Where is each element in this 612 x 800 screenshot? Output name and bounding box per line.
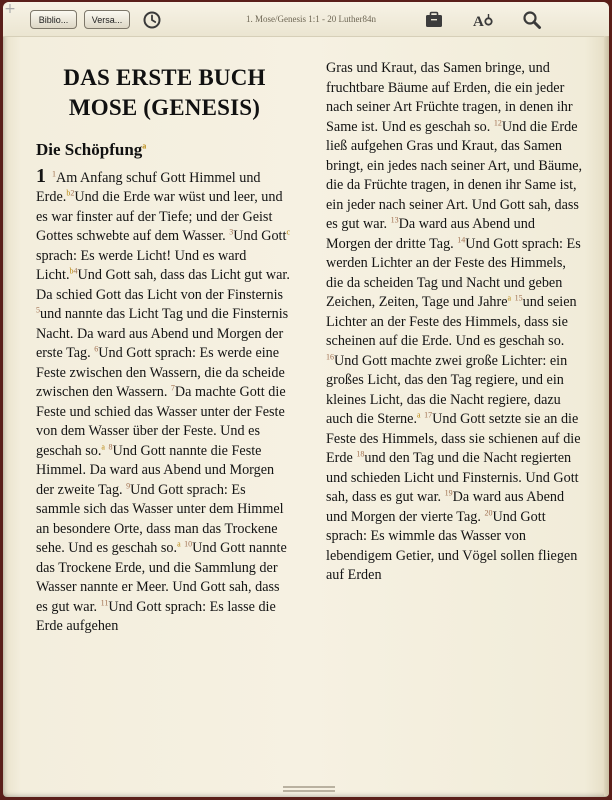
verse-text: Und Gott sprach: Es werde eine Feste zwischen den Wassern, die da scheide zwischen den Wassern. xyxy=(36,345,285,400)
verse-text: Und Gott nannte die Feste Himmel. Da ward aus Abend und Morgen der zweite Tag. xyxy=(36,442,275,498)
verse-number[interactable]: 3 xyxy=(229,227,234,237)
bible-select-button[interactable]: Biblio... xyxy=(30,10,77,29)
verse-number[interactable]: 15 xyxy=(514,293,523,303)
verse-text: Da ward aus Abend und Morgen der vierte Tag. xyxy=(326,489,565,525)
chapter-number: 1 xyxy=(36,164,46,187)
verse-number[interactable]: 11 xyxy=(100,597,109,607)
verse-text: Am Anfang schuf Gott Himmel und Erde. xyxy=(36,169,261,205)
verse-text: Da machte Gott die Feste und schied das Wasser unter der Feste von dem Wasser über der Feste. Und es geschah so. xyxy=(36,384,286,459)
footnote-marker[interactable]: b xyxy=(66,188,71,198)
current-location[interactable]: 1. Mose/Genesis 1:1 - 20 Luther84n xyxy=(246,14,376,24)
version-select-button[interactable]: Versa... xyxy=(84,10,130,29)
section-heading xyxy=(36,140,293,160)
svg-text:A: A xyxy=(473,14,484,30)
verse-number[interactable]: 19 xyxy=(444,488,453,498)
verse-text: Und Gott sprach: Es lasse die Erde aufgehen xyxy=(36,598,276,634)
verse-text: und seien Lichter an der Feste des Himmels, dass sie scheinen auf die Erde. Und es geschah so. xyxy=(326,294,577,349)
history-icon[interactable] xyxy=(141,9,163,31)
verse-text: sprach: Es werde Licht! Und es ward Licht. xyxy=(36,247,247,283)
verse-number[interactable]: 8 xyxy=(108,441,113,451)
verse-text: Und Gott sah, dass das Licht gut war. Da schied Gott das Licht von der Finsternis xyxy=(36,267,290,303)
verse-number[interactable]: 16 xyxy=(326,351,334,361)
chapter-text-right xyxy=(326,59,583,586)
verse-text: Und Gott sprach: Es wimmle das Wasser von lebendigem Getier, und Vögel sollen fliegen auf Erden xyxy=(326,508,578,583)
verse-number[interactable]: 6 xyxy=(94,344,99,354)
footnote-marker[interactable]: a xyxy=(507,293,512,303)
verse-number[interactable]: 1 xyxy=(52,168,56,178)
verse-number[interactable]: 7 xyxy=(170,383,175,393)
verse-number[interactable]: 10 xyxy=(184,539,193,549)
verse-text: Und die Erde war wüst und leer, und es war finster auf der Tiefe; und der Geist Gottes schwebte auf dem Wasser. xyxy=(36,189,283,244)
verse-text: Und die Erde ließ aufgehen Gras und Kraut, das Samen bringt, ein jedes nach seiner Art, und Bäume, die da Früchte tragen, in denen ihr Same ist, ein jeder nach seiner Art. Und Gott sah, dass es gut war. xyxy=(326,118,583,232)
verse-number[interactable]: 18 xyxy=(356,449,365,459)
add-icon[interactable]: + xyxy=(4,2,16,17)
page-edge xyxy=(604,36,609,796)
search-icon[interactable] xyxy=(521,9,543,31)
footnote-marker[interactable]: b xyxy=(69,266,74,276)
verse-text: Und Gott nannte das Trockene Erde, und die Sammlung der Wasser nannte er Meer. Und Gott sah, dass es gut war. xyxy=(36,540,287,615)
left-column xyxy=(33,58,293,637)
footnote-marker[interactable]: c xyxy=(286,227,290,237)
verse-text: Gras und Kraut, das Samen bringe, und fruchtbare Bäume auf Erden, die ein jeder nach seiner Art Früchte tragen, in denen ihr Same ist. Und es geschah so. xyxy=(326,60,573,135)
verse-number[interactable]: 4 xyxy=(73,266,78,276)
verse-text: und den Tag und die Nacht regierten und schieden Licht und Finsternis. Und Gott sah, dass es gut war. xyxy=(326,450,579,505)
verse-text: Und Gott setzte sie an die Feste des Himmels, dass sie schienen auf die Erde xyxy=(326,411,581,466)
chapter-text-left xyxy=(36,164,293,637)
bottom-drag-handle[interactable] xyxy=(283,786,335,792)
footnote-marker[interactable]: a xyxy=(142,141,147,151)
library-icon[interactable] xyxy=(423,9,445,31)
reader-window xyxy=(3,2,609,797)
verse-number[interactable]: 12 xyxy=(493,117,502,127)
section-title: Die Schöpfung xyxy=(36,140,143,159)
verse-text: Und Gott sprach: Es werden Lichter an der Feste des Himmels, die da scheiden Tag und Nacht und geben Zeichen, Zeiten, Tage und Jahre xyxy=(326,235,581,310)
toolbar xyxy=(3,2,609,37)
verse-number[interactable]: 14 xyxy=(457,234,466,244)
verse-text: Und Gott xyxy=(233,228,287,244)
font-size-icon[interactable] xyxy=(472,9,494,31)
verse-number[interactable]: 2 xyxy=(70,188,75,198)
verse-text: Da ward aus Abend und Morgen der dritte Tag. xyxy=(326,216,535,252)
footnote-marker[interactable]: a xyxy=(177,539,181,549)
verse-number[interactable]: 17 xyxy=(424,410,433,420)
right-column xyxy=(323,59,583,586)
verse-number[interactable]: 5 xyxy=(36,305,40,315)
book-title: DAS ERSTE BUCH MOSE (GENESIS) xyxy=(63,65,266,120)
footnote-marker[interactable]: a xyxy=(101,441,105,451)
verse-number[interactable]: 20 xyxy=(484,507,493,517)
verse-text: Und Gott sprach: Es sammle sich das Wasser unter dem Himmel an besondere Orte, dass man das Trockene sehe. Und es geschah so. xyxy=(36,481,284,556)
verse-number[interactable]: 13 xyxy=(390,215,399,225)
verse-text: und nannte das Licht Tag und die Finsternis Nacht. Da ward aus Abend und Morgen der erste Tag. xyxy=(36,306,289,361)
verse-text: Und Gott machte zwei große Lichter: ein großes Licht, das den Tag regiere, und ein kleines Licht, das die Nacht regiere, dazu auch die Sterne. xyxy=(326,352,568,427)
footnote-marker[interactable]: a xyxy=(417,410,421,420)
verse-number[interactable]: 9 xyxy=(126,480,131,490)
